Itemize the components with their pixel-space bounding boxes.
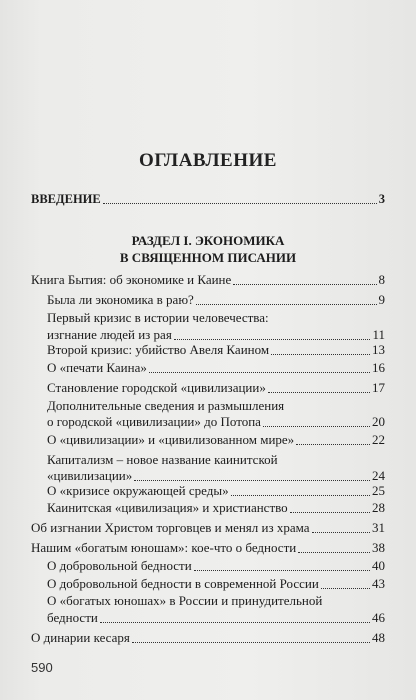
toc-intro-label: ВВЕДЕНИЕ (31, 192, 101, 206)
toc-entry-title: О «богатых юношах» в России и принудительной (47, 593, 323, 608)
dot-leader (134, 480, 370, 481)
toc-entry-title-cont: «цивилизации» (47, 468, 133, 483)
toc-entry-page: 28 (372, 500, 385, 515)
section-heading-line1: РАЗДЕЛ I. ЭКОНОМИКА (131, 233, 285, 248)
toc-entry (47, 380, 385, 396)
toc-entry (47, 558, 385, 574)
toc-entry-title-cont: о городской «цивилизации» до Потопа (47, 414, 261, 429)
toc-entry-page: 48 (372, 630, 385, 645)
toc-entry-page: 40 (372, 558, 385, 573)
toc-entry (31, 540, 385, 556)
dot-leader (149, 372, 370, 373)
dot-leader (268, 392, 370, 393)
toc-entry (47, 342, 385, 358)
toc-entry-title: О добровольной бедности в современной России (47, 576, 319, 591)
toc-entry (31, 630, 385, 646)
toc-entry-page: 38 (372, 540, 385, 555)
toc-entry-page: 25 (372, 483, 385, 498)
toc-entry-title: О динарии кесаря (31, 630, 130, 645)
toc-entry-page: 11 (372, 327, 385, 342)
toc-entry-page: 46 (372, 610, 385, 625)
toc-entry-title: О добровольной бедности (47, 558, 192, 573)
toc-entry-page: 31 (372, 520, 385, 535)
dot-leader (263, 426, 370, 427)
toc-entry (47, 327, 385, 343)
toc-entry-title: Первый кризис в истории человечества: (47, 310, 269, 325)
toc-entry (47, 468, 385, 484)
dot-leader (100, 622, 370, 623)
toc-entry (47, 414, 385, 430)
toc-entry-title: О «цивилизации» и «цивилизованном мире» (47, 432, 295, 447)
dot-leader (296, 444, 370, 445)
toc-entry-page: 24 (372, 468, 385, 483)
toc-entry-page: 8 (378, 272, 385, 287)
toc-entry-title: Об изгнании Христом торговцев и менял из храма (31, 520, 310, 535)
toc-entry-page: 13 (372, 342, 385, 357)
toc-entry-page: 17 (372, 380, 385, 395)
page-title: ОГЛАВЛЕНИЕ (139, 150, 277, 171)
toc-entry (47, 360, 385, 376)
toc-entry-title-cont: изгнание людей из рая (47, 327, 172, 342)
dot-leader (298, 552, 370, 553)
toc-entry-title-cont: бедности (47, 610, 98, 625)
toc-entry-title: Капитализм – новое название каинитской (47, 452, 278, 467)
dot-leader (271, 354, 370, 355)
toc-entry (47, 292, 385, 308)
toc-intro-page: 3 (378, 192, 385, 206)
toc-entry-title: Была ли экономика в раю? (47, 292, 194, 307)
toc-entry (47, 432, 385, 448)
toc-entry-page: 9 (378, 292, 385, 307)
toc-entry (47, 500, 385, 516)
toc-entry (47, 576, 385, 592)
toc-entry (31, 520, 385, 536)
toc-entry-page: 20 (372, 414, 385, 429)
toc-entry-title: Становление городской «цивилизации» (47, 380, 266, 395)
toc-entry-title: Второй кризис: убийство Авеля Каином (47, 342, 270, 357)
dot-leader (321, 588, 370, 589)
toc-entry (47, 483, 385, 499)
page-number: 590 (31, 660, 53, 675)
toc-entry-title: О «кризисе окружающей среды» (47, 483, 229, 498)
dot-leader (231, 495, 370, 496)
toc-entry-page: 22 (372, 432, 385, 447)
dot-leader (233, 284, 376, 285)
toc-entry-title: Нашим «богатым юношам»: кое-что о бедности (31, 540, 297, 555)
dot-leader (196, 304, 377, 305)
toc-entry-page: 16 (372, 360, 385, 375)
dot-leader (132, 642, 370, 643)
dot-leader (290, 512, 370, 513)
dot-leader (174, 339, 371, 340)
dot-leader (312, 532, 370, 533)
dot-leader (194, 570, 370, 571)
toc-intro-row (31, 191, 385, 207)
section-heading-line2: В СВЯЩЕННОМ ПИСАНИИ (119, 250, 297, 265)
toc-entry (31, 272, 385, 288)
toc-entry-title: О «печати Каина» (47, 360, 147, 375)
toc-entry-page: 43 (372, 576, 385, 591)
dot-leader (103, 203, 377, 204)
toc-entry-title: Дополнительные сведения и размышления (47, 398, 285, 413)
toc-entry-title: Каинитская «цивилизация» и христианство (47, 500, 288, 515)
toc-entry-title: Книга Бытия: об экономике и Каине (31, 272, 232, 287)
toc-entry (47, 610, 385, 626)
